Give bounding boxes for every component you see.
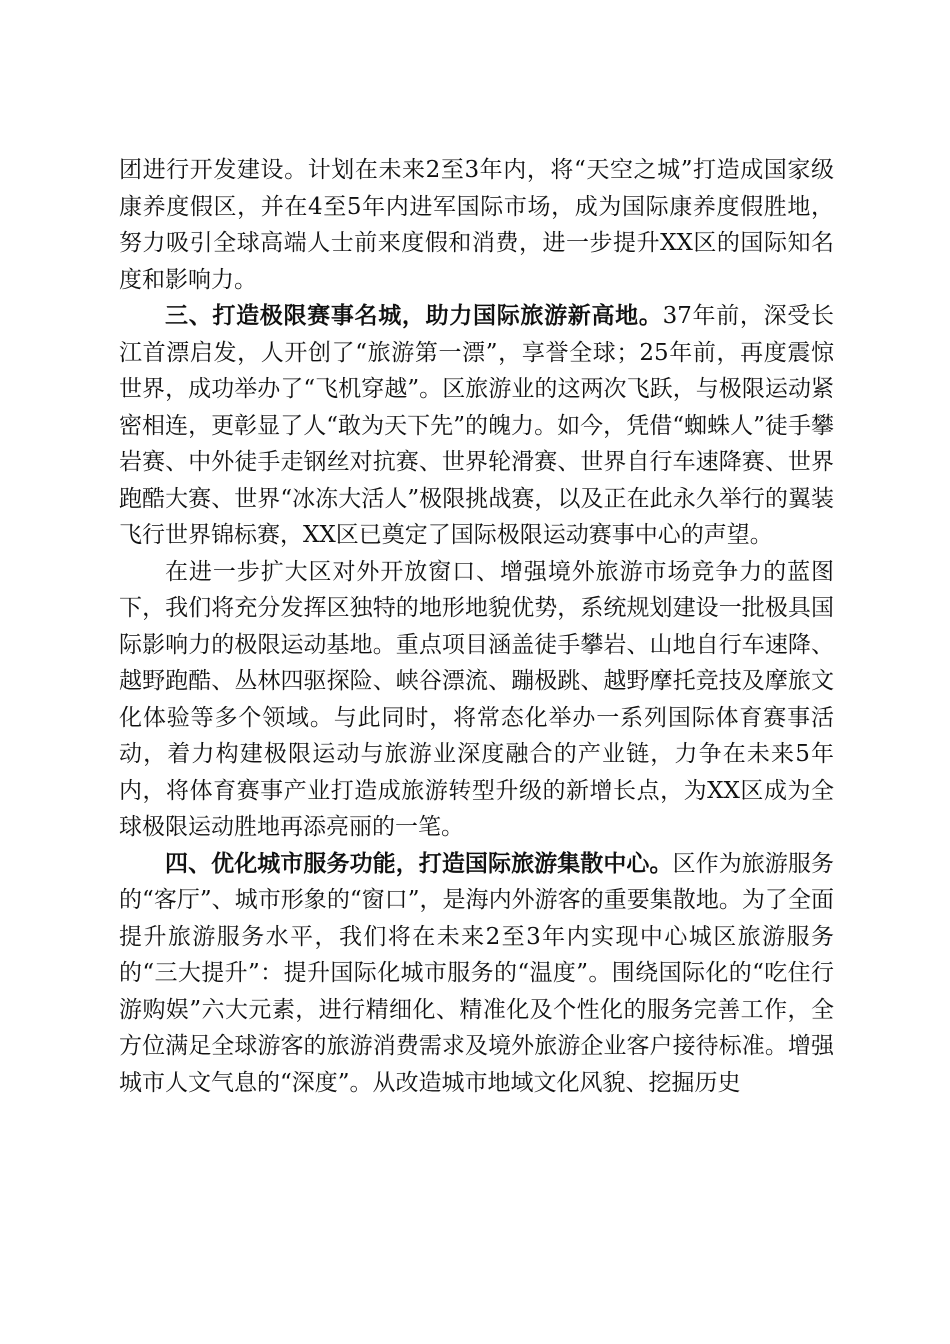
paragraph-4-text: 区作为旅游服务的“客厅”、城市形象的“窗口”，是海内外游客的重要集散地。为了全面提升旅游服务水平，我们将在未来2至3年内实现中心城区旅游服务的“三大提升”：提升国际化城市服务的“温度”。围绕国际化的“吃住行游购娱”六大元素，进行精细化、精准化及个性化的服务完善工作，全方位满足全球游客的旅游消费需求及境外旅游企业客户接待标准。增强城市人文气息的“深度”。从改造城市地域文化风貌、挖掘历史 (119, 850, 835, 1096)
paragraph-2 (119, 298, 834, 554)
paragraph-2-text: 37年前，深受长江首漂启发，人开创了“旅游第一漂”，享誉全球；25年前，再度震惊世界，成功举办了“飞机穿越”。区旅游业的这两次飞跃，与极限运动紧密相连，更彰显了人“敢为天下先”的魄力。如今，凭借“蜘蛛人”徒手攀岩赛、中外徒手走钢丝对抗赛、世界轮滑赛、世界自行车速降赛、世界跑酷大赛、世界“冰冻大活人”极限挑战赛，以及正在此永久举行的翼装飞行世界锦标赛，XX区已奠定了国际极限运动赛事中心的声望。 (119, 303, 834, 548)
paragraph-4 (119, 846, 834, 1102)
paragraph-3 (119, 554, 834, 846)
section-3-heading: 三、打造极限赛事名城，助力国际旅游新高地。 (165, 302, 663, 329)
paragraph-1 (119, 152, 834, 298)
document-body (119, 152, 834, 1101)
section-4-heading: 四、优化城市服务功能，打造国际旅游集散中心。 (165, 849, 673, 877)
paragraph-1-text: 团进行开发建设。计划在未来2至3年内，将“天空之城”打造成国家级康养度假区，并在4至5年内进军国际市场，成为国际康养度假胜地，努力吸引全球高端人士前来度假和消费，进一步提升XX区的国际知名度和影响力。 (119, 157, 834, 293)
paragraph-3-text: 在进一步扩大区对外开放窗口、增强境外旅游市场竞争力的蓝图下，我们将充分发挥区独特的地形地貌优势，系统规划建设一批极具国际影响力的极限运动基地。重点项目涵盖徒手攀岩、山地自行车速降、越野跑酷、丛林四驱探险、峡谷漂流、蹦极跳、越野摩托竞技及摩旅文化体验等多个领域。与此同时，将常态化举办一系列国际体育赛事活动，着力构建极限运动与旅游业深度融合的产业链，力争在未来5年内，将体育赛事产业打造成旅游转型升级的新增长点，为XX区成为全球极限运动胜地再添亮丽的一笔。 (119, 558, 834, 840)
